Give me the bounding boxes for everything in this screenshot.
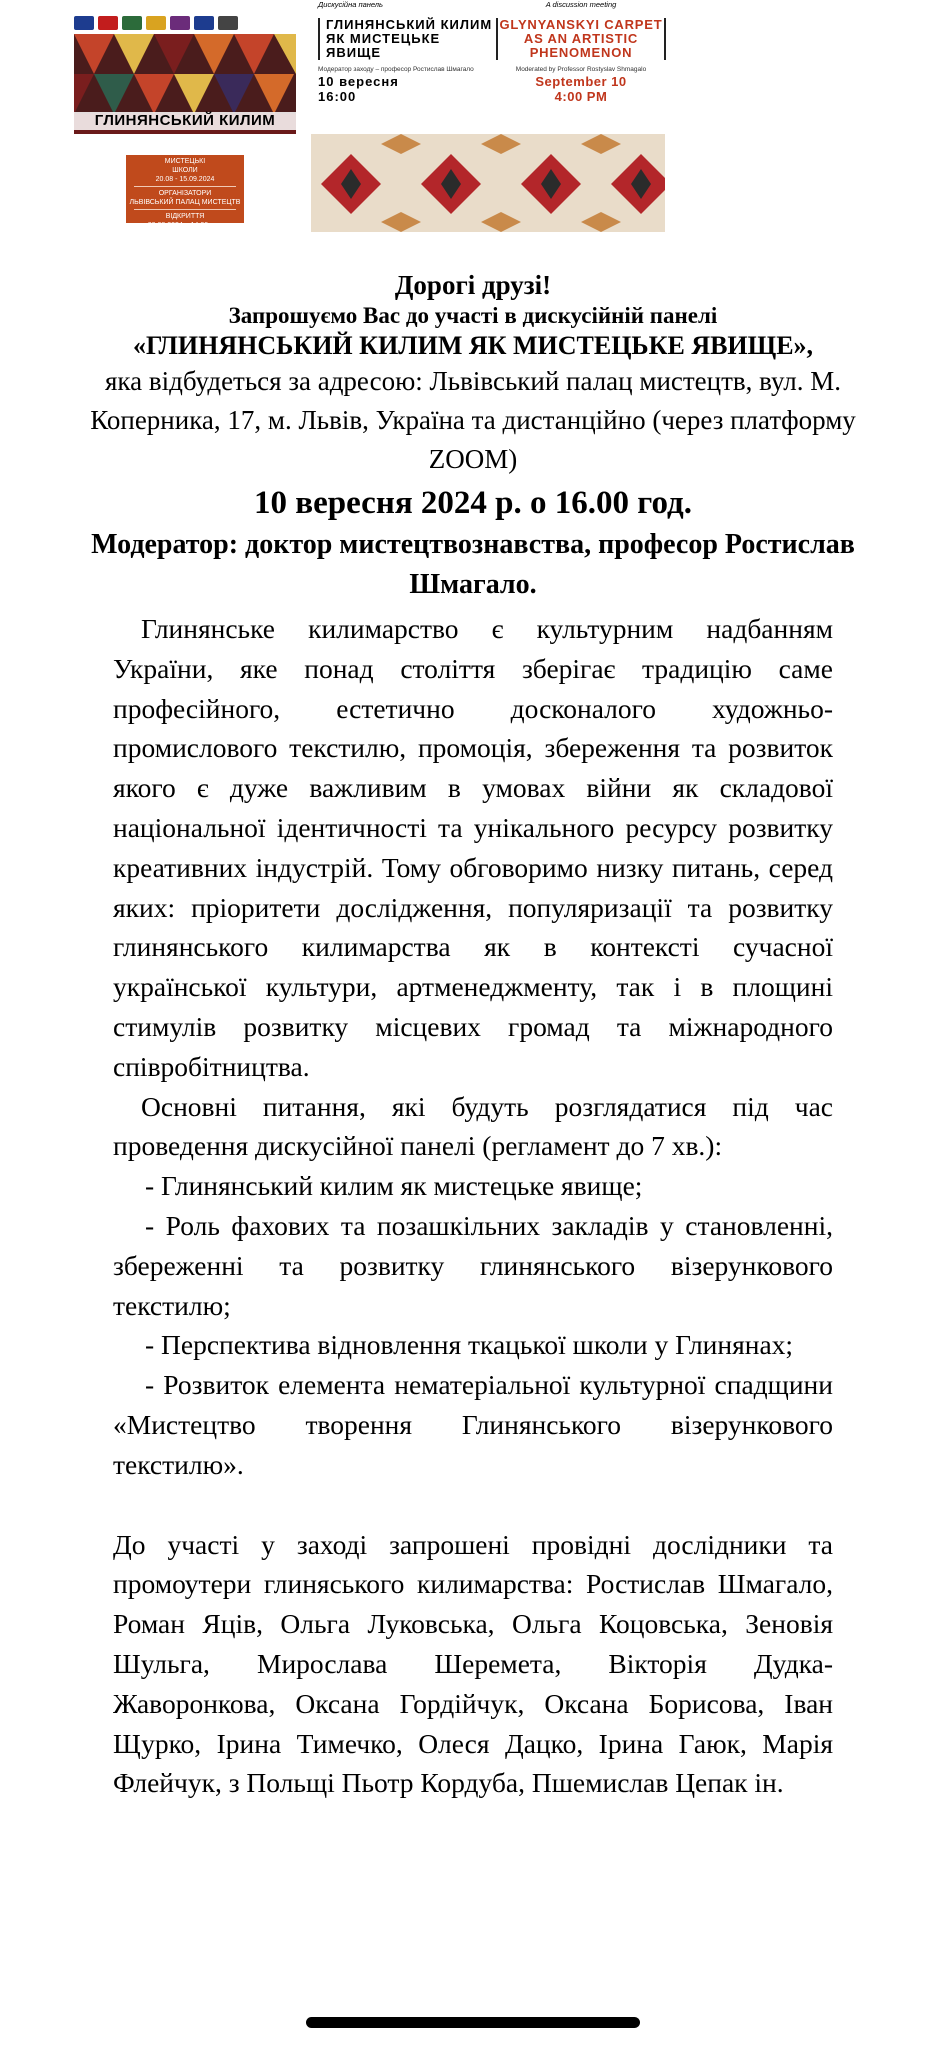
partner-logo: [170, 16, 190, 30]
exhibition-poster: [74, 16, 296, 229]
topic-item: - Роль фахових та позашкільних закладів у становленні, збереженні та розвитку глинянського візерункового текстилю;: [113, 1209, 833, 1321]
partner-logo: [98, 16, 118, 30]
panel-date: 10 вересня: [318, 74, 399, 89]
partner-logo: [122, 16, 142, 30]
greeting: Дорогі друзі!: [394, 270, 552, 300]
participants-paragraph: До участі у заході запрошені провідні дослідники та промоутери глиняського килимарства: Ростислав Шмагало, Роман Яців, Ольга Луковська, Ольга Коцовська, Зеновія Шульга, Мирослава Шеремета, Вікторія Дудка-Жаворонкова, Оксана Гордійчук, Оксана Борисова, Іван Щурко, Ірина Тимечко, Олеся Дацко, Ірина Гаюк, Марія Флейчук, з Польщі Пьотр Кордуба, Пшемислав Цепак ін.: [113, 1528, 833, 1799]
panel-time: 16:00: [318, 89, 357, 104]
schedule-divider: [134, 186, 236, 187]
panel-moderator: Moderated by Professor Rostyslav Shmagalo: [515, 66, 647, 73]
schedule-line: ШКОЛИ: [172, 167, 198, 174]
invitation-line: Запрошуємо Вас до участі в дискусійній панелі: [228, 303, 718, 328]
topic-item: - Розвиток елемента нематеріальної культурної спадщини «Мистецтво творення Глинянського візерункового текстилю».: [113, 1369, 833, 1480]
event-datetime: 10 вересня 2024 р. о 16.00 год.: [254, 485, 692, 521]
schedule-divider: [134, 209, 236, 210]
schedule-line: МИСТЕЦЬКІ: [164, 158, 206, 165]
topics-intro: Основні питання, які будуть розглядатися під час проведення дискусійної панелі (регламент до 7 хв.):: [113, 1090, 833, 1162]
partner-logo: [146, 16, 166, 30]
schedule-line: ЛЬВІВСЬКИЙ ПАЛАЦ МИСТЕЦТВ: [129, 199, 241, 206]
topic-item: - Глинянський килим як мистецьке явище;: [145, 1170, 643, 1202]
partner-logo: [218, 16, 238, 30]
panel-moderator: Модератор заходу – професор Ростислав Шмагало: [318, 66, 474, 73]
panel-date: September 10: [535, 74, 627, 89]
intro-paragraph: Глинянське килимарство є культурним надбанням України, яке понад століття зберігає традицію саме професійного, естетично досконалого художньо-промислового текстилю, промоція, збереження та розвиток якого є дуже важливим в умовах війни як складової національної ідентичності та унікального ресурсу розвитку креативних індустрій. Тому обговоримо низку питань, серед яких: пріоритети дослідження, популяризації та розвитку глинянського килимарства як в контексті сучасної української культури, артменеджменту, так і в площині стимулів розвитку місцевих громад та міжнародного співробітництва.: [113, 613, 833, 1082]
panel-info-ukrainian: [318, 0, 493, 104]
panel-title-block: [318, 18, 493, 60]
schedule-line: 20.08.2024 о 14:00 год.: [147, 222, 223, 229]
topic-item: - Перспектива відновлення ткацької школи у Глинянах;: [145, 1329, 794, 1361]
panel-time: 4:00 PM: [554, 89, 608, 104]
panel-kicker: A discussion meeting: [545, 0, 617, 9]
schedule-dates: 20.08 - 15.09.2024: [155, 176, 215, 183]
event-address: яка відбудеться за адресою: Львівський палац мистецтв, вул. М. Коперника, 17, м. Львів, Україна та дистанційно (через платформу ZOOM): [90, 366, 856, 474]
event-title: «ГЛИНЯНСЬКИЙ КИЛИМ ЯК МИСТЕЦЬКЕ ЯВИЩЕ»,: [132, 331, 814, 360]
panel-info-english: [496, 0, 666, 104]
schedule-line: ОРГАНІЗАТОРИ: [158, 190, 212, 197]
poster-title: ГЛИНЯНСЬКИЙ КИЛИМ: [74, 112, 296, 130]
partner-logo: [194, 16, 214, 30]
partner-logo: [74, 16, 94, 30]
panel-kicker: Дискусійна панель: [318, 0, 383, 9]
schedule-line: ВІДКРИТТЯ: [165, 213, 205, 220]
panel-title: ГЛИНЯНСЬКИЙ КИЛИМ ЯК МИСТЕЦЬКЕ ЯВИЩЕ: [326, 17, 493, 60]
exhibition-schedule: [126, 155, 244, 229]
panel-title-block: [496, 18, 666, 60]
partner-logos: [74, 16, 238, 30]
home-indicator[interactable]: [306, 2017, 640, 2028]
panel-title: GLYNYANSKYI CARPET AS AN ARTISTIC PHENOMENON: [499, 17, 663, 60]
carpet-photo: [311, 134, 665, 232]
event-moderator: Модератор: доктор мистецтвознавства, професор Ростислав Шмагало.: [91, 529, 855, 600]
event-poster-header: [0, 0, 946, 240]
invitation-letter: [0, 268, 946, 1803]
